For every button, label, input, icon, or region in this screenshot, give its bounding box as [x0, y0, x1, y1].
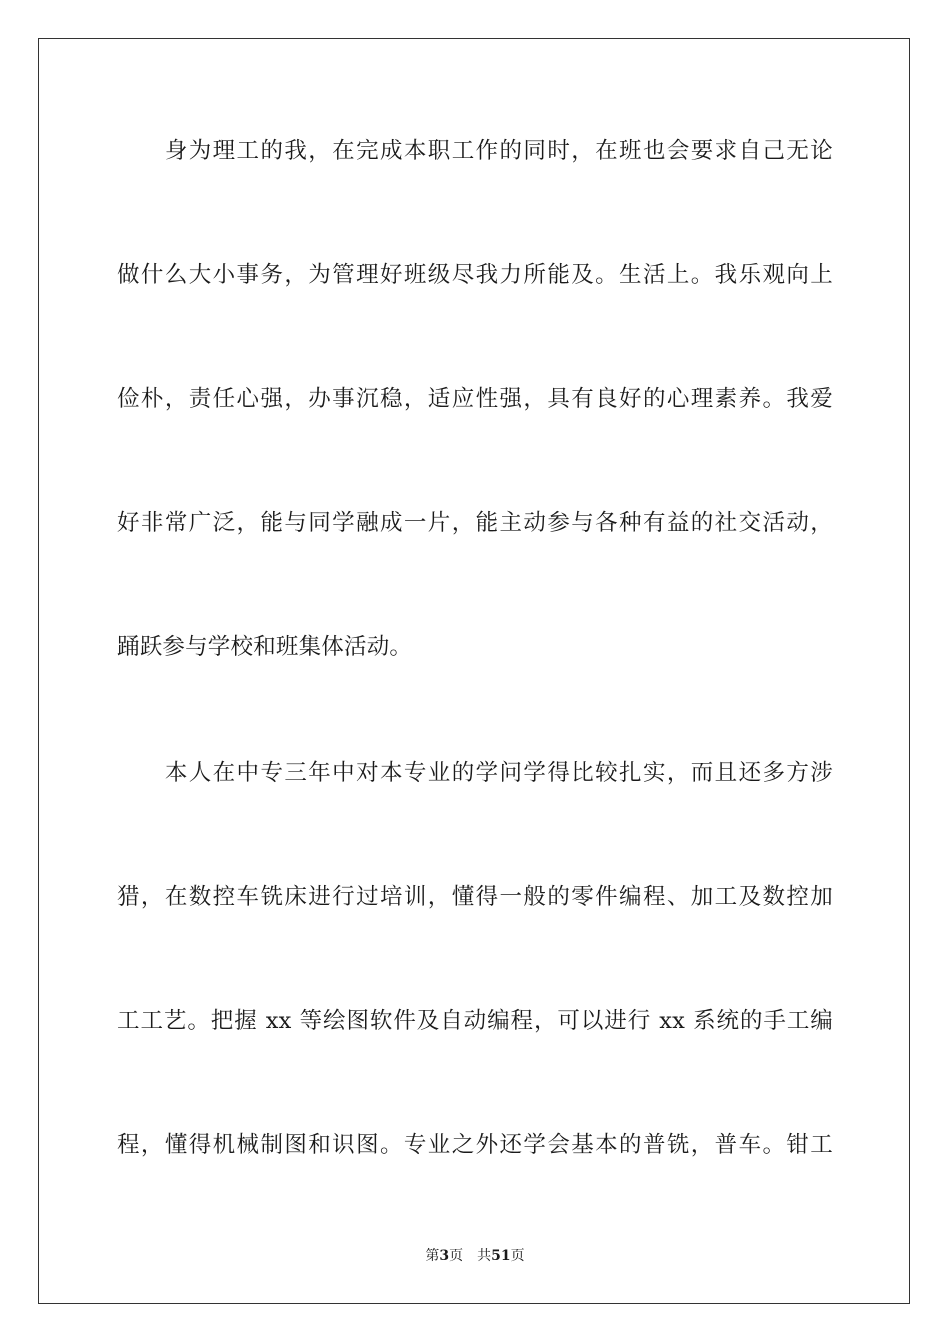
text-line: 踊跃参与学校和班集体活动。 [117, 634, 413, 660]
text-line: 好非常广泛，能与同学融成一片，能主动参与各种有益的社交活动， [117, 510, 833, 536]
page-suffix: 页 [449, 1248, 464, 1264]
text-line: 做什么大小事务，为管理好班级尽我力所能及。生活上。我乐观向上 [117, 262, 833, 288]
total-suffix: 页 [510, 1248, 525, 1264]
text-line: 身为理工的我，在完成本职工作的同时，在班也会要求自己无论 [117, 138, 833, 164]
page-number: 3 [439, 1248, 450, 1264]
total-pages: 51 [491, 1248, 511, 1264]
text-line: 俭朴，责任心强，办事沉稳，适应性强，具有良好的心理素养。我爱 [117, 386, 833, 412]
page-footer [0, 1246, 950, 1266]
total-prefix: 共 [477, 1248, 492, 1264]
text-line: 程，懂得机械制图和识图。专业之外还学会基本的普铣，普车。钳工 [117, 1132, 833, 1158]
text-line: 工工艺。把握 xx 等绘图软件及自动编程，可以进行 xx 系统的手工编 [117, 1008, 833, 1034]
text-line: 本人在中专三年中对本专业的学问学得比较扎实，而且还多方涉 [117, 760, 833, 786]
text-line: 猎，在数控车铣床进行过培训，懂得一般的零件编程、加工及数控加 [117, 884, 833, 910]
page-prefix: 第 [425, 1248, 440, 1264]
page-border [38, 38, 910, 1304]
